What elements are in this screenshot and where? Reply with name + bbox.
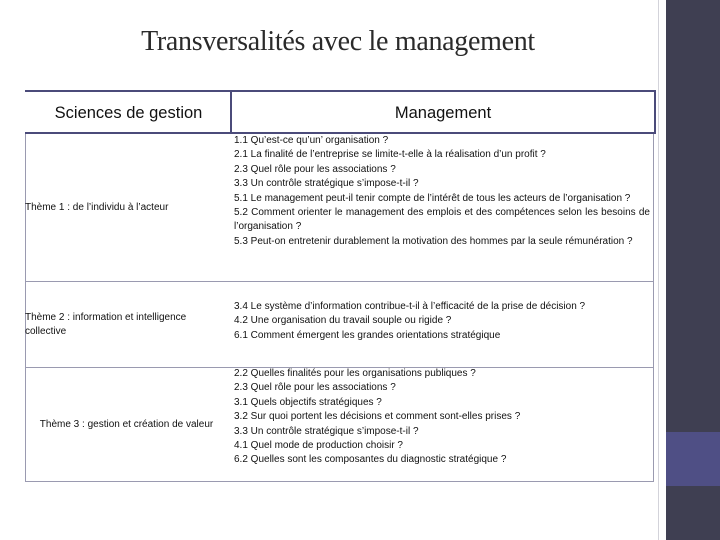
list-item: 1.1 Qu’est-ce qu’un’ organisation ? bbox=[234, 135, 389, 146]
theme-3-cell bbox=[25, 368, 228, 481]
row-2-items bbox=[234, 300, 650, 343]
theme-1-cell bbox=[25, 134, 228, 281]
theme-2-label: Thème 2 : information et intelligence collective bbox=[25, 311, 187, 337]
row-1-items bbox=[234, 134, 650, 249]
list-item: 2.2 Quelles finalités pour les organisations publiques ? bbox=[234, 368, 476, 379]
theme-3-label: Thème 3 : gestion et création de valeur bbox=[39, 418, 214, 430]
row-3-items bbox=[234, 367, 650, 468]
list-item: 6.2 Quelles sont les composantes du diagnostic stratégique ? bbox=[234, 454, 507, 466]
table-bottom-border bbox=[25, 481, 654, 482]
list-item: 2.3 Quel rôle pour les associations ? bbox=[234, 163, 396, 175]
theme-1-label: Thème 1 : de l’individu à l’acteur bbox=[25, 201, 169, 213]
list-item: 6.1 Comment émergent les grandes orientations stratégique bbox=[234, 329, 501, 341]
list-item: 3.4 Le système d’information contribue-t-il à l’efficacité de la prise de décision ? bbox=[234, 301, 586, 312]
list-item: 2.1 La finalité de l’entreprise se limite-t-elle à la réalisation d’un profit ? bbox=[234, 149, 546, 161]
list-item: 3.3 Un contrôle stratégique s’impose-t-il ? bbox=[234, 425, 419, 437]
list-item: 3.3 Un contrôle stratégique s’impose-t-il ? bbox=[234, 178, 419, 190]
list-item: 3.2 Sur quoi portent les décisions et comment sont-elles prises ? bbox=[234, 411, 521, 423]
theme-2-cell bbox=[25, 282, 228, 367]
header-sciences-de-gestion: Sciences de gestion bbox=[54, 103, 203, 122]
list-item: 2.3 Quel rôle pour les associations ? bbox=[234, 382, 396, 394]
header-management: Management bbox=[394, 103, 492, 122]
body-right-border bbox=[653, 134, 654, 482]
list-item: 5.3 Peut-on entretenir durablement la motivation des hommes par la seule rémunération ? bbox=[234, 235, 633, 247]
list-item: 4.1 Quel mode de production choisir ? bbox=[234, 440, 403, 452]
table-right-border bbox=[654, 90, 656, 134]
list-item: 4.2 Une organisation du travail souple ou rigide ? bbox=[234, 315, 452, 327]
list-item: 3.1 Quels objectifs stratégiques ? bbox=[234, 396, 382, 408]
list-item: 5.1 Le management peut-il tenir compte de l’intérêt de tous les acteurs de l’organisation ? bbox=[234, 192, 631, 204]
list-item: 5.2 Comment orienter le management des emplois et des compétences selon les besoins de l’organisation ? bbox=[234, 207, 650, 233]
slide-title: Transversalités avec le management bbox=[141, 26, 535, 57]
